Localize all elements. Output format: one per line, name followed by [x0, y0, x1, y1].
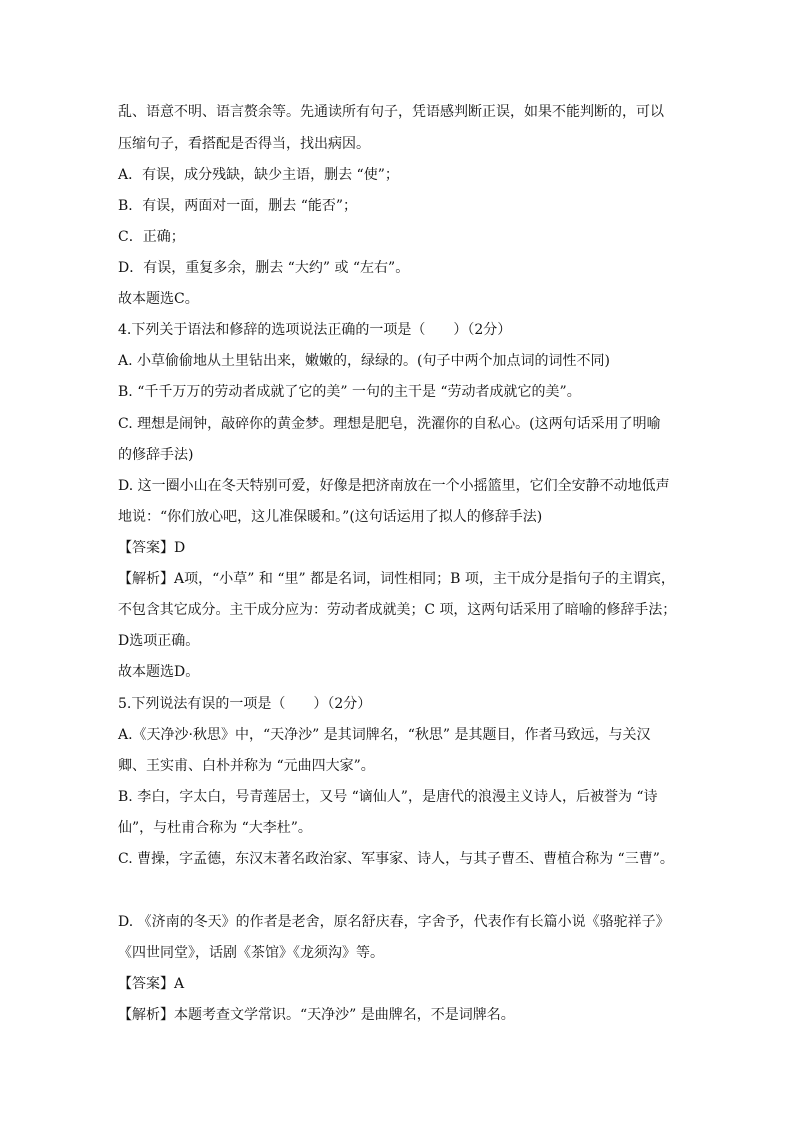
q5-option-b-line-1: B. 李白，字太白，号青莲居士，又号 “谪仙人”，是唐代的浪漫主义诗人，后被誉为 “诗 — [118, 789, 658, 805]
q5-answer: 【答案】A — [118, 976, 185, 992]
q4-analysis-line-1: 【解析】A项，“小草” 和 “里” 都是名词，词性相同；B 项，主干成分是指句子的主谓宾， — [118, 571, 675, 587]
q5-option-d-line-1: D. 《济南的冬天》的作者是老舍，原名舒庆春，字舍予，代表作有长篇小说《骆驼祥子》 — [118, 914, 670, 930]
q5-option-a-line-1: A.《天净沙·秋思》中，“天净沙” 是其词牌名，“秋思” 是其题目，作者马致远，与关汉 — [118, 727, 651, 743]
q4-option-d-line-1: D. 这一圈小山在冬天特别可爱，好像是把济南放在一个小摇篮里，它们全安静不动地低声 — [118, 478, 670, 494]
q3-analysis-line-2: 压缩句子，看搭配是否得当，找出病因。 — [118, 136, 370, 152]
q5-option-b-line-2: 仙”，与杜甫合称为 “大李杜”。 — [118, 820, 312, 836]
q5-stem: 5.下列说法有误的一项是（ ）（2分） — [118, 696, 372, 712]
q5-option-c: C. 曹操，字孟德，东汉末著名政治家、军事家、诗人，与其子曹丕、曹植合称为 “三曹”。 — [118, 851, 674, 867]
q3-conclusion: 故本题选C。 — [118, 291, 199, 307]
q4-option-c-line-2: 的修辞手法) — [118, 447, 194, 463]
q5-option-a-line-2: 卿、王实甫、白朴并称为 “元曲四大家”。 — [118, 758, 375, 774]
q4-stem: 4.下列关于语法和修辞的选项说法正确的一项是（ ）（2分） — [118, 322, 512, 338]
q4-analysis-line-2: 不包含其它成分。主干成分应为：劳动者成就美；C 项，这两句话采用了暗喻的修辞手法； — [118, 602, 677, 618]
q4-analysis-line-3: D选项正确。 — [118, 633, 200, 649]
q3-option-b: B．有误，两面对一面，删去 “能否”； — [118, 198, 358, 214]
q4-option-d-line-2: 地说：“你们放心吧，这儿准保暖和。”(这句话运用了拟人的修辞手法) — [118, 509, 543, 525]
q3-analysis-line-1: 乱、语意不明、语言赘余等。先通读所有句子，凭语感判断正误，如果不能判断的，可以 — [118, 104, 664, 120]
q4-conclusion: 故本题选D。 — [118, 664, 200, 680]
q4-option-c-line-1: C. 理想是闹钟，敲碎你的黄金梦。理想是肥皂，洗濯你的自私心。(这两句话采用了明喻 — [118, 416, 661, 432]
q3-option-d: D．有误，重复多余，删去 “大约” 或 “左右”。 — [118, 260, 410, 276]
q5-analysis: 【解析】本题考查文学常识。“天净沙” 是曲牌名，不是词牌名。 — [118, 1007, 515, 1023]
q3-option-c: C．正确； — [118, 229, 185, 245]
q5-option-d-line-2: 《四世同堂》，话剧《茶馆》《龙须沟》等。 — [118, 945, 384, 961]
q4-option-b: B. “千千万万的劳动者成就了它的美” 一句的主干是 “劳动者成就它的美”。 — [118, 384, 581, 400]
q4-answer: 【答案】D — [118, 540, 186, 556]
q4-option-a: A. 小草偷偷地从土里钻出来，嫩嫩的，绿绿的。(句子中两个加点词的词性不同) — [118, 353, 610, 369]
q3-option-a: A．有误，成分残缺，缺少主语，删去 “使”； — [118, 167, 399, 183]
